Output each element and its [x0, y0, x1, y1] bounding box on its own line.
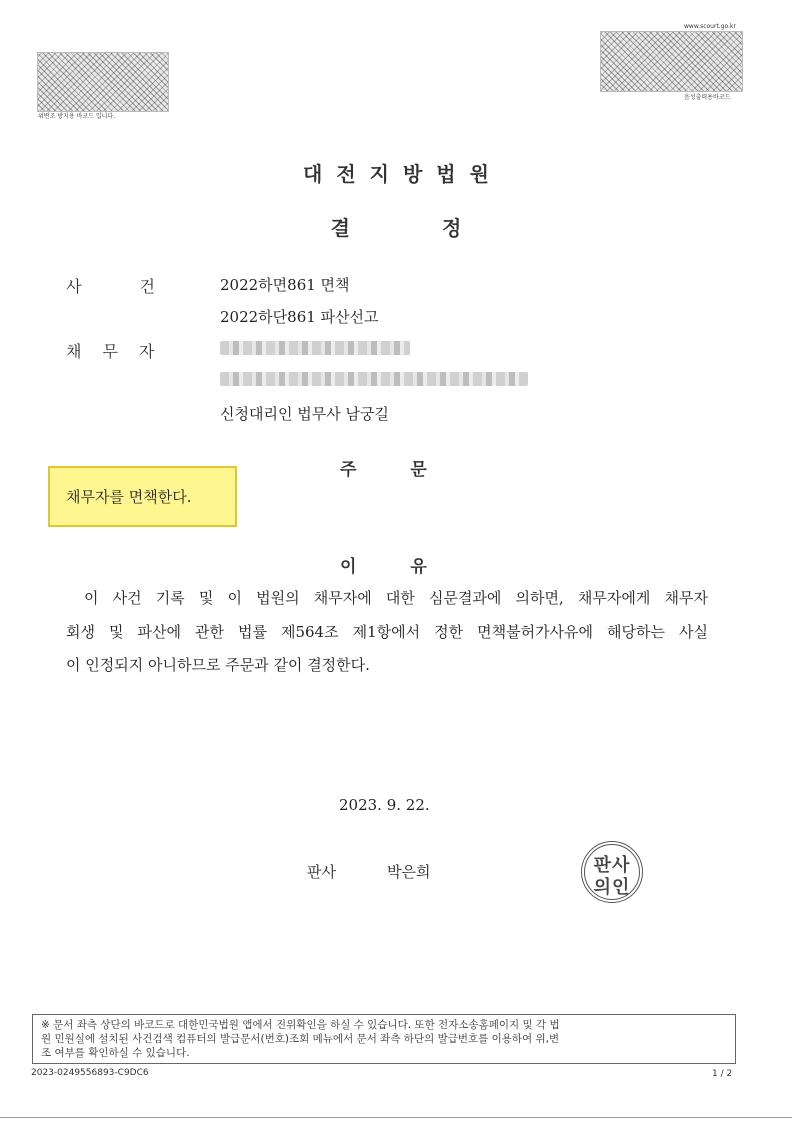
case-line: 2022하단861 파산선고 — [220, 308, 379, 326]
notice-line: 조 여부를 확인하실 수 있습니다. — [41, 1047, 190, 1059]
reason-line: 이 사건 기록 및 이 법원의 채무자에 대한 심문결과에 의하면, 채무자에게 채무자 — [84, 589, 708, 607]
reason-heading: 이유 — [340, 557, 481, 577]
judge-seal: 판사 의인 — [581, 841, 643, 903]
case-label: 사건 — [66, 277, 213, 296]
issue-number: 2023-0249556893-C9DC6 — [31, 1068, 149, 1078]
bottom-divider — [0, 1117, 792, 1118]
judge-title: 판사 — [307, 863, 336, 881]
court-name: 대전지방법원 — [303, 162, 503, 186]
redacted-debtor-name — [220, 341, 410, 355]
decision-date: 2023. 9. 22. — [339, 796, 430, 814]
reason-line: 이 인정되지 아니하므로 주문과 같이 결정한다. — [66, 656, 370, 674]
order-text: 채무자를 면책한다. — [66, 488, 192, 506]
court-url: www.scourt.go.kr — [684, 23, 736, 30]
case-line: 2022하면861 면책 — [220, 276, 350, 294]
notice-line: ※ 문서 좌측 상단의 바코드로 대한민국법원 앱에서 진위확인을 하실 수 있습니다. 또한 전자소송홈페이지 및 각 법 — [41, 1019, 560, 1031]
order-heading: 주문 — [340, 460, 481, 480]
verification-notice — [32, 1014, 736, 1064]
anti-forgery-barcode-caption: 위변조 방지용 바코드 입니다. — [38, 113, 116, 120]
redacted-debtor-address — [220, 372, 528, 386]
page-number: 1 / 2 — [712, 1069, 733, 1079]
document-type: 결정 — [330, 216, 554, 240]
debtor-label: 채무자 — [66, 342, 176, 361]
voice-output-barcode-caption: 음성출력용바코드 — [684, 94, 731, 101]
notice-line: 원 민원실에 설치된 사건검색 컴퓨터의 발급문서(번호)조회 메뉴에서 문서 좌측 하단의 발급번호를 이용하여 위,변 — [41, 1033, 560, 1045]
anti-forgery-barcode — [37, 52, 169, 112]
applicant-agent: 신청대리인 법무사 남궁길 — [220, 405, 389, 423]
reason-line: 회생 및 파산에 관한 법률 제564조 제1항에서 정한 면책불허가사유에 해당하는 사실 — [66, 623, 708, 641]
judge-name: 박은희 — [387, 863, 431, 881]
voice-output-barcode — [600, 31, 743, 92]
